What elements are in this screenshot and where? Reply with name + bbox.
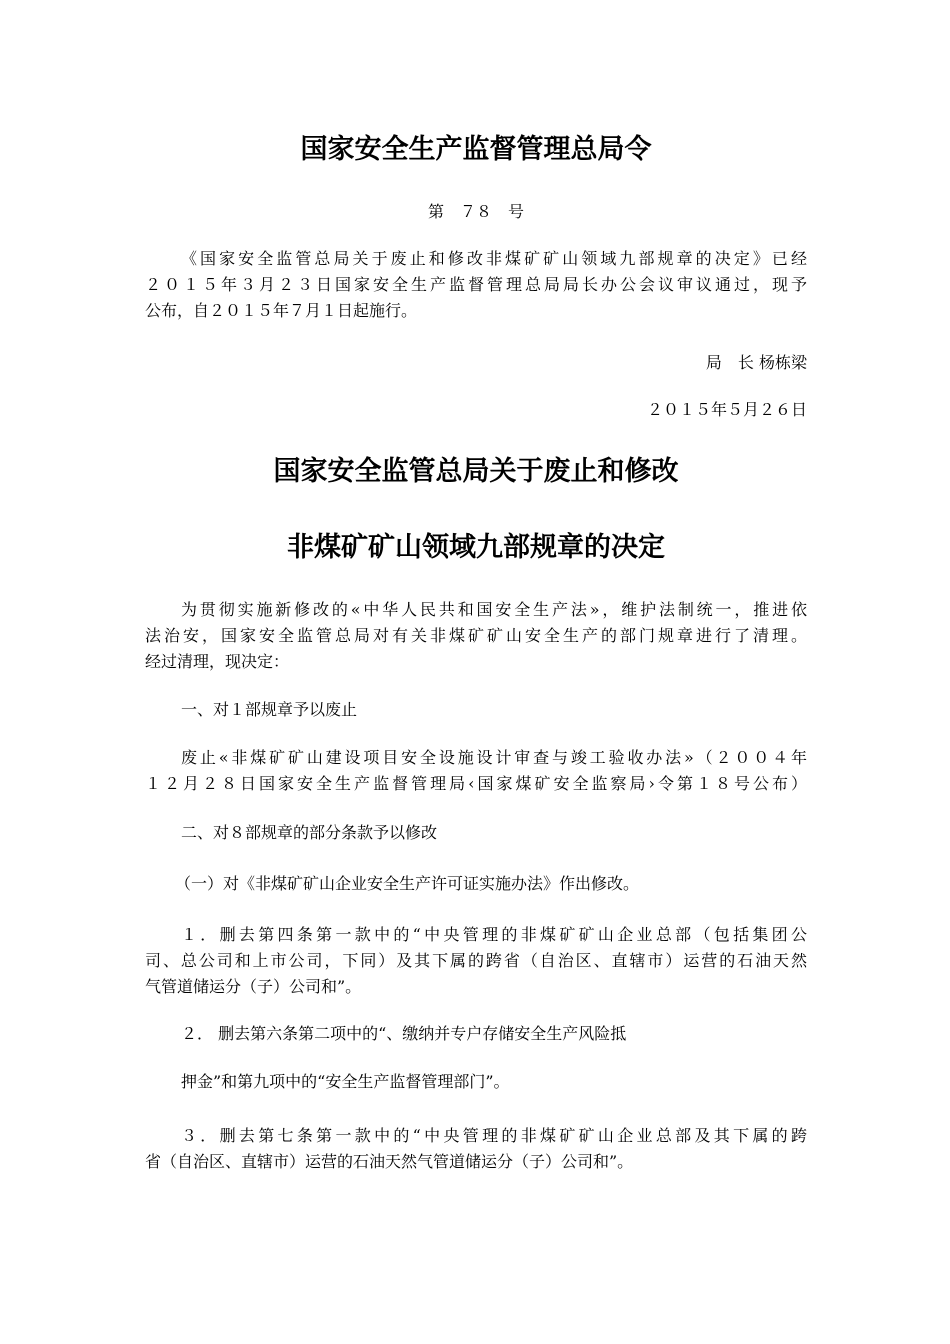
order-body-line-2: ２０１５年３月２３日国家安全生产监督管理总局局长办公会议审议通过，现予 bbox=[145, 275, 807, 294]
item-1-line-1: １．删去第四条第一款中的“中央管理的非煤矿矿山企业总部（包括集团公 bbox=[181, 925, 807, 944]
decision-intro-line-2: 法治安，国家安全监管总局对有关非煤矿矿山安全生产的部门规章进行了清理。 bbox=[145, 626, 807, 645]
section-1-line-1: 废止«非煤矿矿山建设项目安全设施设计审查与竣工验收办法»（２００４年 bbox=[181, 748, 807, 767]
decision-title-line-2: 非煤矿矿山领域九部规章的决定 bbox=[287, 532, 665, 563]
item-3-line-1: ３．删去第七条第一款中的“中央管理的非煤矿矿山企业总部及其下属的跨 bbox=[181, 1126, 807, 1145]
document-page bbox=[145, 0, 807, 1344]
order-body-line-3: 公布，自２０１５年７月１日起施行。 bbox=[145, 301, 418, 320]
section-1-line-2: １２月２８日国家安全生产监督管理局‹国家煤矿安全监察局›令第１８号公布） bbox=[145, 774, 807, 793]
item-2-line-2: 押金”和第九项中的“安全生产监督管理部门”。 bbox=[181, 1072, 510, 1091]
order-signature: 局 长 杨栋梁 bbox=[705, 353, 807, 372]
decision-intro-line-3: 经过清理，现决定： bbox=[145, 652, 290, 671]
order-body-line-1: 《国家安全监管总局关于废止和修改非煤矿矿山领域九部规章的决定》已经 bbox=[181, 249, 807, 268]
section-2-heading: 二、对８部规章的部分条款予以修改 bbox=[181, 823, 438, 842]
item-2-line-1: ２． 删去第六条第二项中的“、缴纳并专户存储安全生产风险抵 bbox=[181, 1024, 627, 1043]
item-1-line-2: 司、总公司和上市公司，下同）及其下属的跨省（自治区、直辖市）运营的石油天然 bbox=[145, 951, 807, 970]
decision-intro-line-1: 为贯彻实施新修改的«中华人民共和国安全生产法»，维护法制统一，推进依 bbox=[181, 600, 807, 619]
item-1-line-3: 气管道储运分（子）公司和”。 bbox=[145, 977, 362, 996]
subsection-1-heading: （一）对《非煤矿矿山企业安全生产许可证实施办法》作出修改。 bbox=[175, 874, 640, 893]
section-1-heading: 一、对１部规章予以废止 bbox=[181, 700, 358, 719]
order-number: 第 ７８ 号 bbox=[427, 202, 524, 221]
decision-title-line-1: 国家安全监管总局关于废止和修改 bbox=[273, 456, 679, 487]
item-3-line-2: 省（自治区、直辖市）运营的石油天然气管道储运分（子）公司和”。 bbox=[145, 1152, 634, 1171]
order-date: ２０１５年５月２６日 bbox=[646, 400, 807, 419]
order-title: 国家安全生产监督管理总局令 bbox=[300, 134, 652, 165]
